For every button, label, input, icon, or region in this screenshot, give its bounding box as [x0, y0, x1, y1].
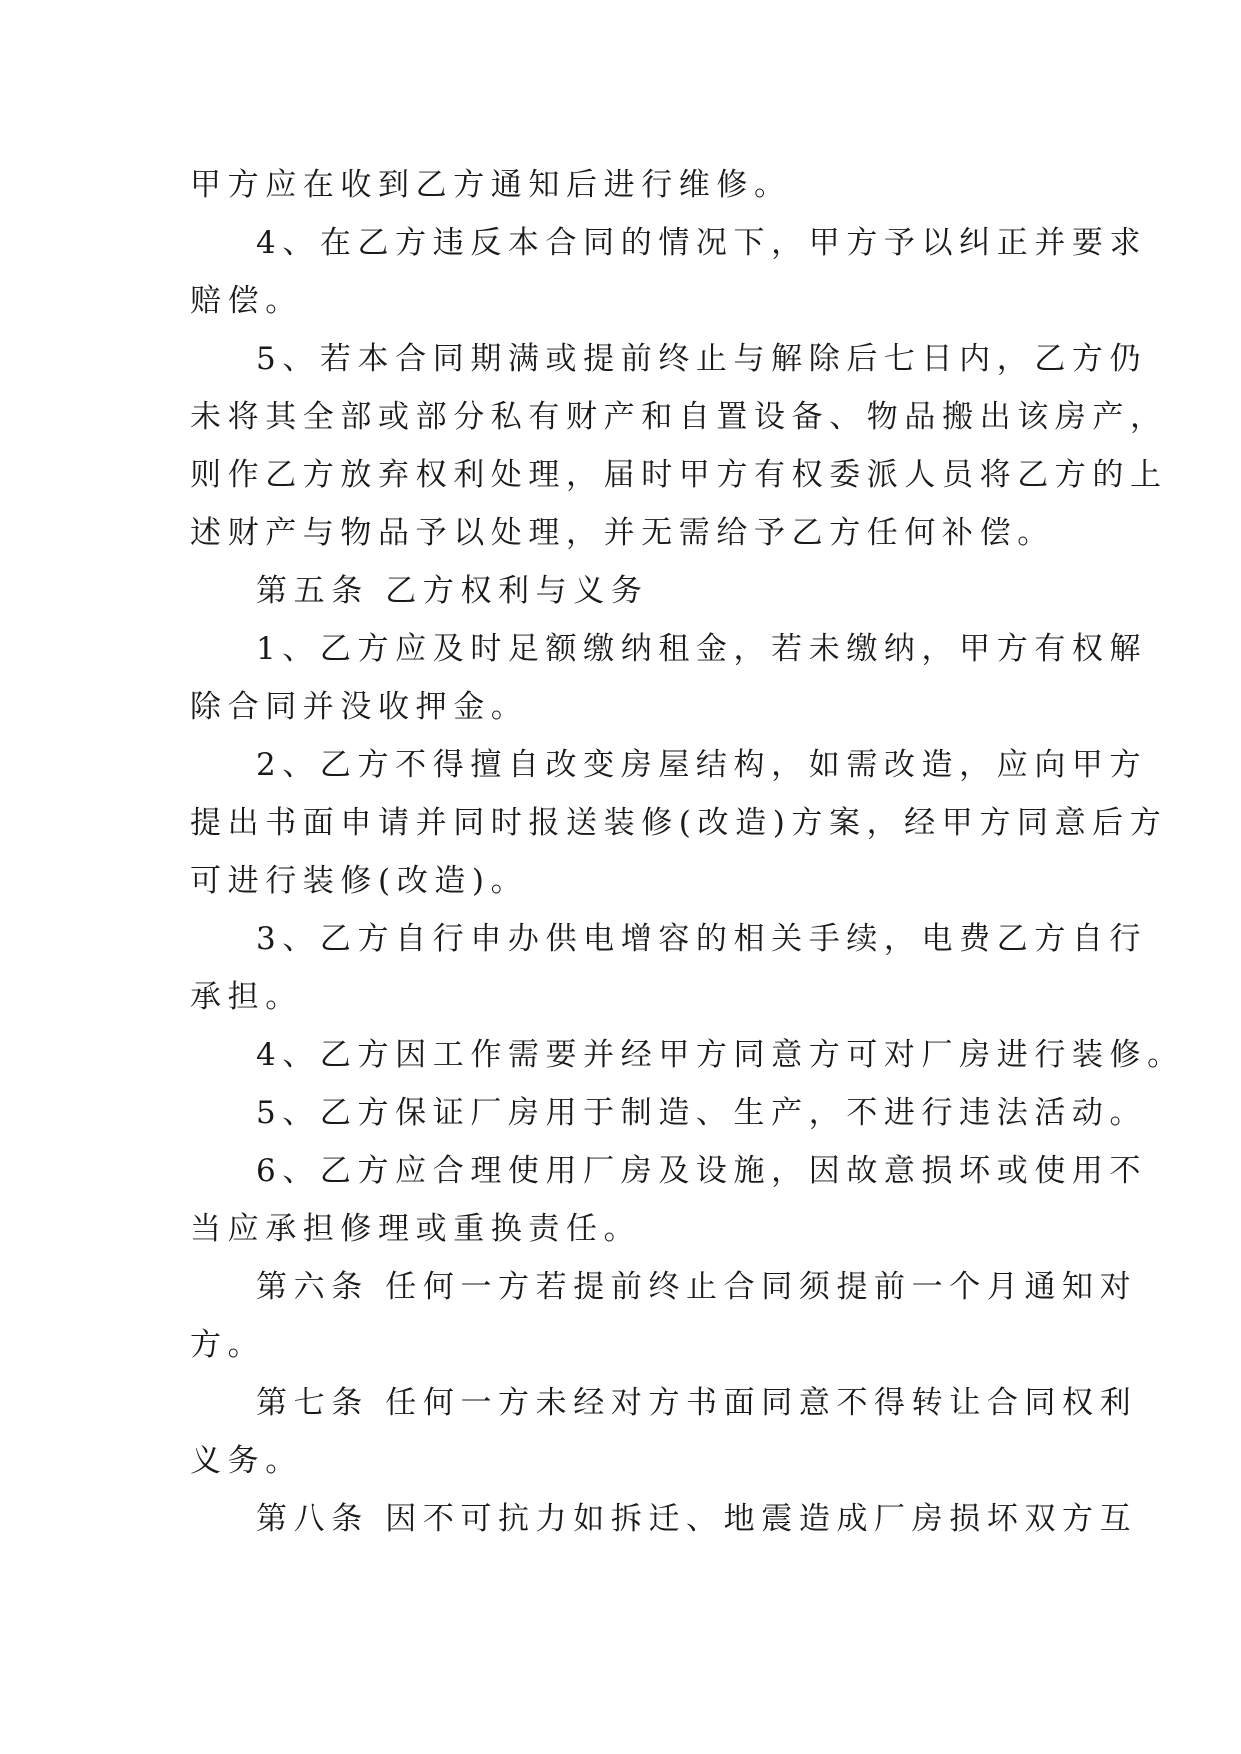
- text-line: 赔偿。: [190, 283, 303, 319]
- text-line: 义务。: [190, 1443, 303, 1479]
- text-line: 述财产与物品予以处理，并无需给予乙方任何补偿。: [190, 515, 1055, 551]
- document-body: [190, 156, 1185, 1548]
- section-heading: 第六条 任何一方若提前终止合同须提前一个月通知对: [256, 1269, 1138, 1305]
- section-heading: 第七条 任何一方未经对方书面同意不得转让合同权利: [256, 1385, 1138, 1421]
- section-heading: 第五条 乙方权利与义务: [256, 573, 649, 609]
- text-line: 除合同并没收押金。: [190, 689, 529, 725]
- text-line: 方。: [190, 1327, 266, 1363]
- text-line: 5、若本合同期满或提前终止与解除后七日内，乙方仍: [256, 341, 1148, 377]
- text-line: 承担。: [190, 979, 303, 1015]
- text-line: 2、乙方不得擅自改变房屋结构，如需改造，应向甲方: [256, 747, 1148, 783]
- text-line: 3、乙方自行申办供电增容的相关手续，电费乙方自行: [256, 921, 1148, 957]
- section-heading: 第八条 因不可抗力如拆迁、地震造成厂房损坏双方互: [256, 1501, 1138, 1537]
- text-line: 6、乙方应合理使用厂房及设施，因故意损坏或使用不: [256, 1153, 1148, 1189]
- text-line: 可进行装修(改造)。: [190, 863, 529, 899]
- text-line: 1、乙方应及时足额缴纳租金，若未缴纳，甲方有权解: [256, 631, 1148, 667]
- text-line: 未将其全部或部分私有财产和自置设备、物品搬出该房产，: [190, 399, 1168, 435]
- text-line: 甲方应在收到乙方通知后进行维修。: [190, 167, 792, 203]
- text-line: 提出书面申请并同时报送装修(改造)方案，经甲方同意后方: [190, 805, 1168, 841]
- text-line: 当应承担修理或重换责任。: [190, 1211, 642, 1247]
- text-line: 5、乙方保证厂房用于制造、生产，不进行违法活动。: [256, 1095, 1148, 1131]
- text-line: 4、乙方因工作需要并经甲方同意方可对厂房进行装修。: [256, 1037, 1185, 1073]
- text-line: 则作乙方放弃权利处理，届时甲方有权委派人员将乙方的上: [190, 457, 1168, 493]
- text-line: 4、在乙方违反本合同的情况下，甲方予以纠正并要求: [256, 225, 1148, 261]
